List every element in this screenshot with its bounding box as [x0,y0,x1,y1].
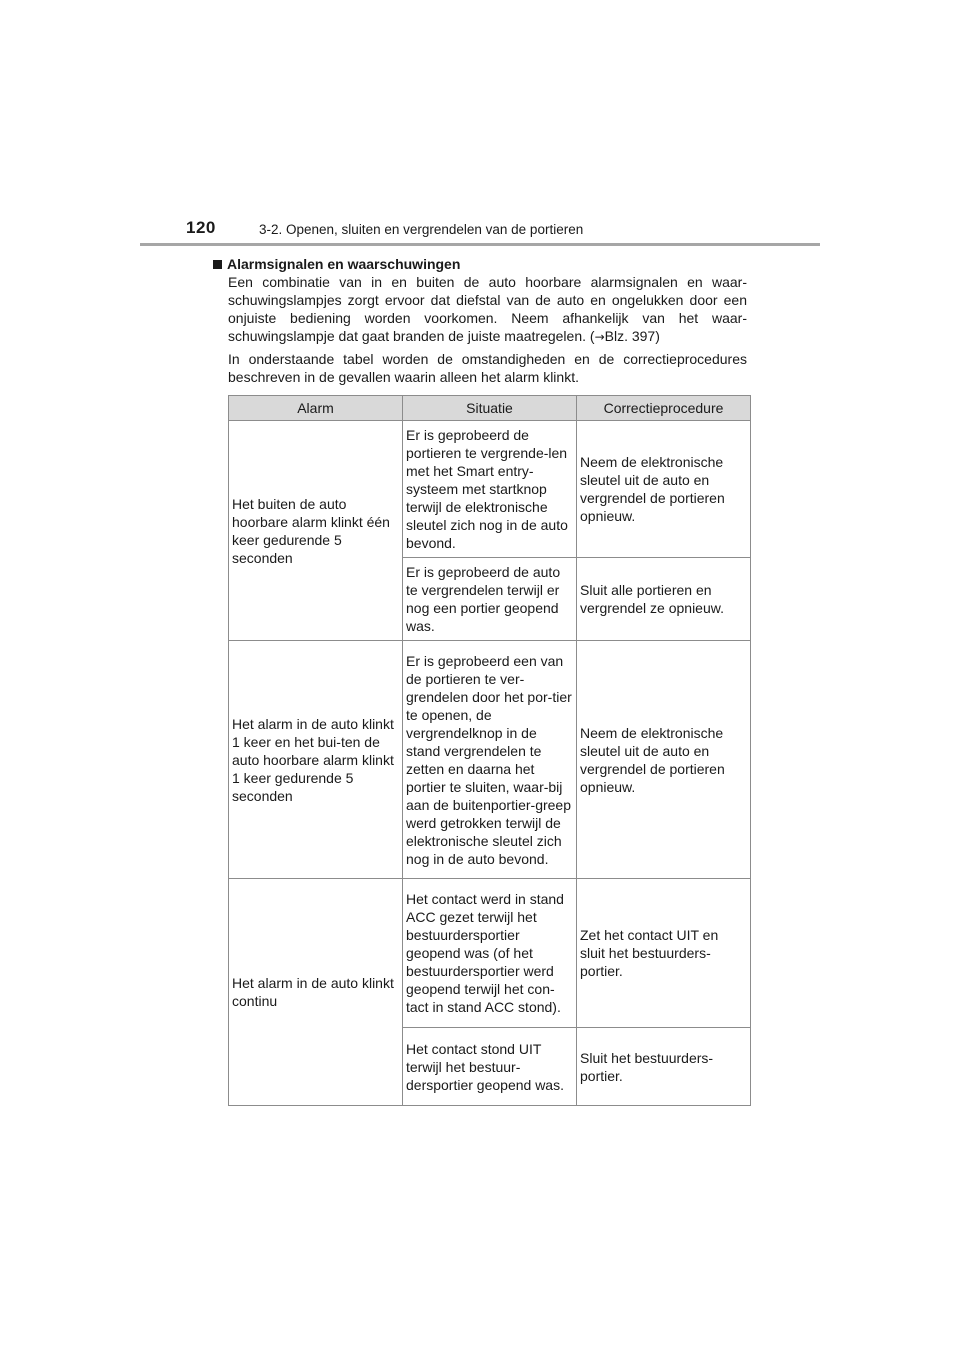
situation-cell: Het contact stond UIT terwijl het bestuur-dersportier geopend was. [403,1028,577,1106]
alarm-cell: Het buiten de auto hoorbare alarm klinkt één keer gedurende 5 seconden [229,421,403,641]
header-alarm: Alarm [229,396,403,421]
table-row [229,641,751,879]
header-rule [140,243,820,246]
section-title: Alarmsignalen en waarschuwingen [227,256,461,272]
intro-text: Een combinatie van in en buiten de auto hoorbare alarmsignalen en waar-schuwingslampjes zorgt ervoor dat diefstal van de auto en ongelukken door een onjuiste bediening worden voorkomen. Neem afhankelijk van het waar-schuwingslampje dat gaat branden de juiste maatregelen. ( [228,274,747,344]
page-reference-link[interactable]: Blz. 397) [604,328,660,344]
alarm-cell: Het alarm in de auto klinkt continu [229,879,403,1106]
header-correctieprocedure: Correctieprocedure [577,396,751,421]
procedure-cell: Sluit alle portieren en vergrendel ze opnieuw. [577,558,751,641]
table-header-row [229,396,751,421]
situation-cell: Er is geprobeerd de auto te vergrendelen terwijl er nog een portier geopend was. [403,558,577,641]
procedure-cell: Sluit het bestuurders-portier. [577,1028,751,1106]
alarm-table [228,395,751,1106]
procedure-cell: Zet het contact UIT en sluit het bestuurders-portier. [577,879,751,1028]
section-heading [212,255,747,273]
situation-cell: Er is geprobeerd de portieren te vergrende-len met het Smart entry-systeem met startknop terwijl de elektronische sleutel zich nog in de auto bevond. [403,421,577,558]
situation-cell: Het contact werd in stand ACC gezet terwijl het bestuurdersportier geopend was (of het bestuurdersportier werd geopend terwijl het con-tact in stand ACC stond). [403,879,577,1028]
procedure-cell: Neem de elektronische sleutel uit de auto en vergrendel de portieren opnieuw. [577,421,751,558]
running-head: 3-2. Openen, sluiten en vergrendelen van de portieren [259,222,584,237]
table-intro-paragraph: In onderstaande tabel worden de omstandigheden en de correctieprocedures beschreven in de gevallen waarin alleen het alarm klinkt. [228,351,747,385]
procedure-cell: Neem de elektronische sleutel uit de auto en vergrendel de portieren opnieuw. [577,641,751,879]
table-row [229,879,751,1028]
section [212,255,747,386]
intro-paragraph [228,273,747,346]
situation-cell: Er is geprobeerd een van de portieren te ver-grendelen door het por-tier te openen, de vergrendelknop in de stand vergrendelen te zetten en daarna het portier te sluiten, waar-bij aan de buitenportier-greep werd getrokken terwijl de elektronische sleutel zich nog in de auto bevond. [403,641,577,879]
arrow-icon: → [594,330,605,344]
square-bullet-icon [213,260,222,269]
alarm-cell: Het alarm in de auto klinkt 1 keer en het bui-ten de auto hoorbare alarm klinkt 1 keer gedurende 5 seconden [229,641,403,879]
page-number: 120 [186,218,216,237]
header-situatie: Situatie [403,396,577,421]
table-row [229,421,751,558]
